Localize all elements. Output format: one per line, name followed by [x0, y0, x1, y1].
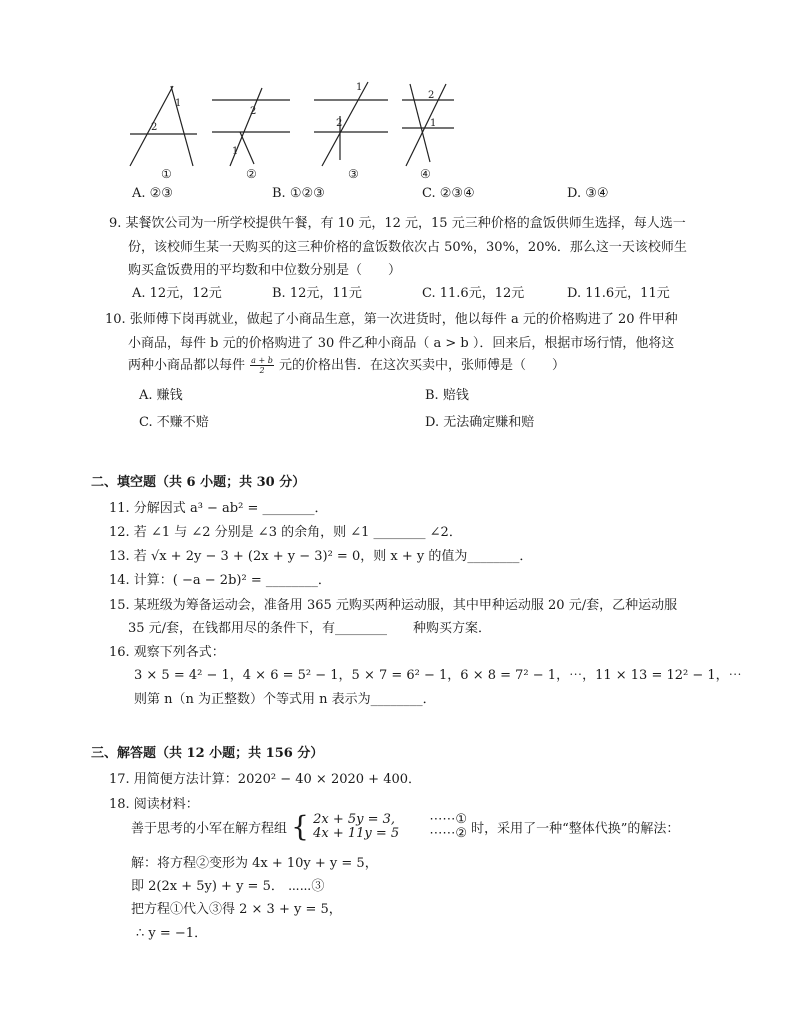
equation-system: [313, 813, 399, 841]
q9-option-b: B. 12元，11元: [272, 286, 362, 301]
q9-line-1: 9. 某餐饮公司为一所学校提供午餐，有 10 元，12 元，15 元三种价格的盒饭供师生选择，每人选一: [109, 216, 686, 231]
q10-option-c: C. 不赚不赔: [139, 415, 209, 430]
q18-intro: [131, 810, 680, 843]
fig2-label: ②: [246, 167, 257, 181]
system-brace: {: [291, 810, 309, 843]
q17: 17. 用简便方法计算：2020² − 40 × 2020 + 400．: [109, 772, 422, 787]
fig1-angle-1: 1: [175, 98, 182, 109]
section-3-title: 三、解答题（共 12 小题；共 156 分）: [91, 746, 324, 761]
figure-4: [398, 78, 458, 181]
q10-option-a: A. 赚钱: [139, 388, 183, 403]
q10-line-3-post: 元的价格出售．在这次买卖中，张师傅是（ ）: [278, 358, 565, 373]
figure-3: [312, 78, 392, 181]
q9-line-3: 购买盒饭费用的平均数和中位数分别是（ ）: [128, 263, 402, 278]
q11: 11. 分解因式 a³ − ab² = ________．: [109, 501, 328, 516]
fig2-angle-2: 2: [250, 106, 257, 117]
q18-heading: 18. 阅读材料：: [109, 797, 199, 812]
fig1-angle-2: 2: [151, 122, 158, 133]
q15-line-2: 35 元/套，在钱都用尽的条件下，有________ 种购买方案．: [128, 621, 492, 636]
equation-1: 2x + 5y = 3,: [313, 812, 396, 827]
q10-line-3-pre: 两种小商品都以每件: [128, 358, 246, 373]
q9-line-2: 份，该校师生某一天购买的这三种价格的盒饭数依次占 50%，30%，20%．那么这一天该校师生: [128, 240, 687, 255]
q8-option-b: B. ①②③: [272, 186, 325, 201]
q13: 13. 若 √x + 2y − 3 + (2x + y − 3)² = 0，则 x + y 的值为________．: [109, 549, 533, 564]
q9-option-a: A. 12元，12元: [132, 286, 222, 301]
figure-2: [210, 78, 295, 181]
figure-1: [125, 78, 200, 181]
q15-line-1: 15. 某班级为筹备运动会，准备用 365 元购买两种运动服，其中甲种运动服 20 元/套，乙种运动服: [109, 598, 678, 613]
q10-line-2: 小商品，每件 b 元的价格购进了 30 件乙种小商品（ a > b ）．回来后，根据市场行情，他将这: [128, 336, 675, 351]
q9-option-c: C. 11.6元，12元: [422, 286, 525, 301]
q10-frac-den: 2: [259, 366, 265, 375]
q16-line-1: 16. 观察下列各式：: [109, 645, 225, 660]
fig3-label: ③: [348, 167, 359, 181]
q10-frac-num: a + b: [251, 356, 273, 365]
q12: 12. 若 ∠1 与 ∠2 分别是 ∠3 的余角，则 ∠1 ________ ∠2．: [109, 525, 462, 540]
q16-line-2: 3 × 5 = 4² − 1，4 × 6 = 5² − 1，5 × 7 = 6² − 1，6 × 8 = 7² − 1，⋯，11 × 13 = 12² − 1，⋯: [134, 668, 742, 683]
q8-option-a: A. ②③: [132, 186, 173, 201]
q8-option-d: D. ③④: [567, 186, 609, 201]
solution-line-1: 解：将方程②变形为 4x + 10y + y = 5，: [131, 856, 378, 871]
q10-option-d: D. 无法确定赚和赔: [425, 415, 535, 430]
fig4-angle-2: 2: [428, 90, 435, 101]
q10-line-3: [128, 354, 565, 375]
equation-2: 4x + 11y = 5: [313, 826, 400, 841]
q10-line-1: 10. 张师傅下岗再就业，做起了小商品生意，第一次进货时，他以每件 a 元的价格购进了 20 件甲种: [105, 312, 678, 327]
fig4-angle-1: 1: [430, 118, 437, 129]
fig1-label: ①: [161, 167, 172, 181]
q14: 14. 计算：( −a − 2b)² = ________．: [109, 573, 331, 588]
q16-line-3: 则第 n（n 为正整数）个等式用 n 表示为________．: [134, 692, 436, 707]
solution-line-4: ∴ y = −1．: [136, 926, 208, 941]
solution-line-2: 即 2(2x + 5y) + y = 5． ⋯⋯③: [131, 879, 325, 894]
q10-option-b: B. 赔钱: [425, 388, 469, 403]
fig3-angle-1: 1: [356, 82, 363, 93]
equation-tags: [429, 813, 467, 841]
fig2-angle-1: 1: [232, 146, 239, 157]
q18-intro-pre: 善于思考的小军在解方程组: [131, 821, 288, 837]
section-2-title: 二、填空题（共 6 小题；共 30 分）: [91, 475, 306, 490]
fig3-angle-2: 2: [336, 118, 343, 129]
q9-option-d: D. 11.6元，11元: [567, 286, 670, 301]
equation-1-tag: ⋯⋯①: [429, 812, 467, 827]
q8-option-c: C. ②③④: [422, 186, 475, 201]
solution-line-3: 把方程①代入③得 2 × 3 + y = 5，: [131, 902, 342, 917]
q10-fraction: [250, 356, 274, 375]
q18-intro-post: 时，采用了一种“整体代换”的解法：: [471, 821, 680, 837]
equation-2-tag: ⋯⋯②: [429, 826, 467, 841]
fig4-label: ④: [420, 167, 431, 181]
